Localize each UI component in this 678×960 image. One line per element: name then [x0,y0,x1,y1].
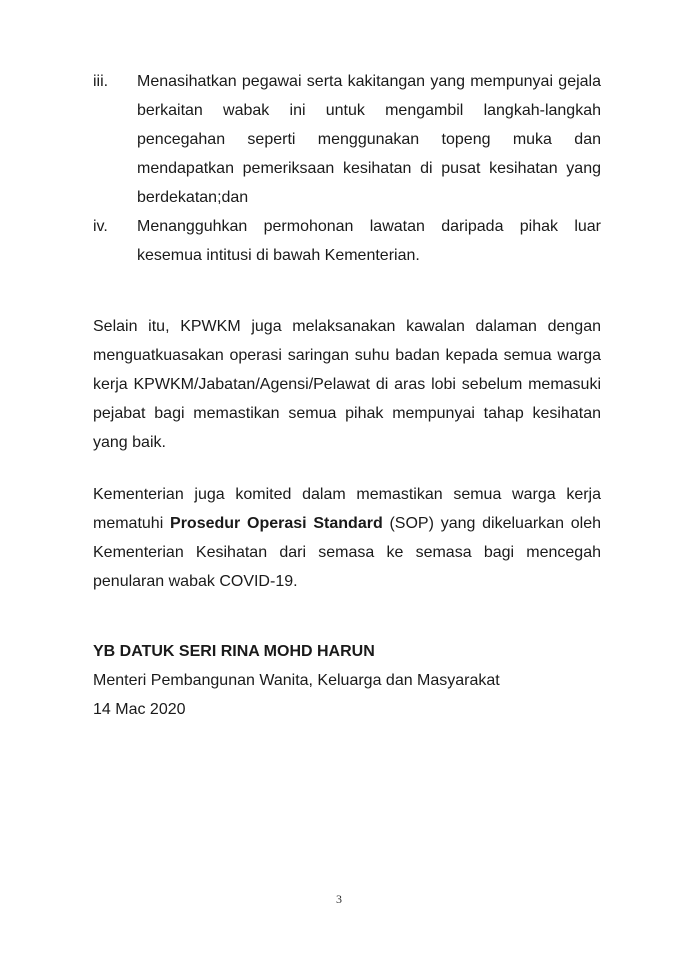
paragraph-text: Kementerian juga komited dalam memastikan semua warga kerja mematuhi [93,486,601,532]
paragraph-sop-compliance [93,480,601,596]
signature-date: 14 Mac 2020 [93,701,186,718]
list-item [93,212,601,270]
list-item-text: Menangguhkan permohonan lawatan daripada pihak luar kesemua intitusi di bawah Kementerian. [137,218,601,264]
list-item [93,67,601,212]
signatory-name: YB DATUK SERI RINA MOHD HARUN [93,643,375,660]
list-item-text: Menasihatkan pegawai serta kakitangan yang mempunyai gejala berkaitan wabak ini untuk mengambil langkah-langkah pencegahan seperti menggunakan topeng muka dan mendapatkan pemeriksaan kesihatan di pusat kesihatan yang berdekatan;dan [137,73,601,206]
numbered-list [93,67,601,270]
list-marker: iv. [93,218,108,235]
bold-term: Prosedur Operasi Standard [170,515,383,532]
signature-block [93,637,601,724]
page-number: 3 [336,892,342,906]
signatory-title: Menteri Pembangunan Wanita, Keluarga dan Masyarakat [93,672,500,689]
list-marker: iii. [93,73,109,90]
paragraph-text: (SOP) yang dikeluarkan oleh Kementerian Kesihatan dari semasa ke semasa bagi mencegah penularan wabak COVID-19. [93,515,601,590]
paragraph-internal-controls: Selain itu, KPWKM juga melaksanakan kawalan dalaman dengan menguatkuasakan operasi saringan suhu badan kepada semua warga kerja KPWKM/Jabatan/Agensi/Pelawat di aras lobi sebelum memasuki pejabat bagi memastikan semua pihak mempunyai tahap kesihatan yang baik. [93,318,601,451]
